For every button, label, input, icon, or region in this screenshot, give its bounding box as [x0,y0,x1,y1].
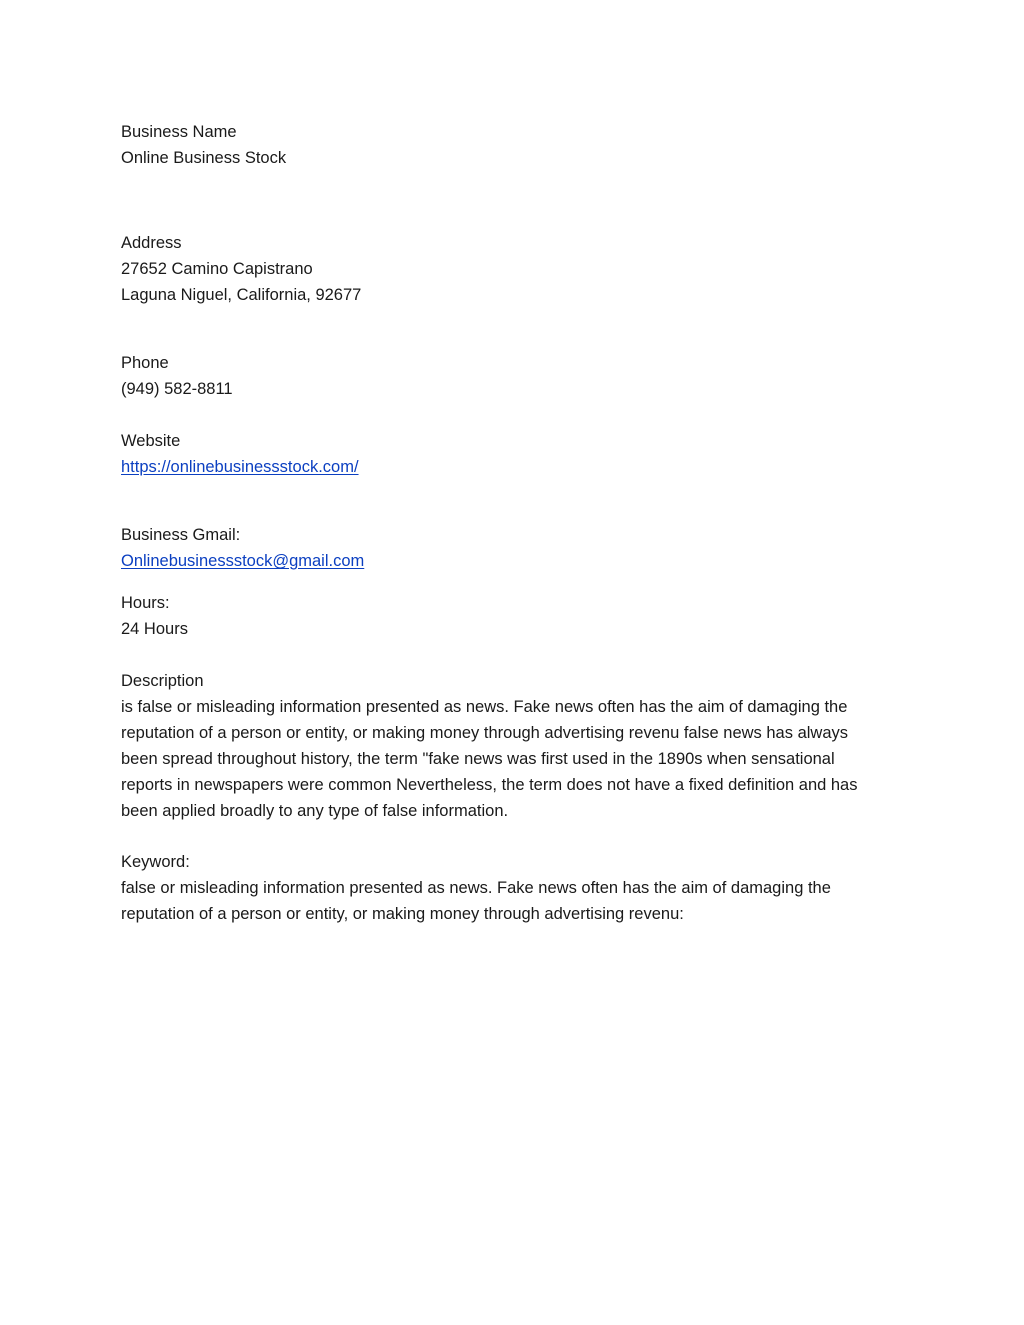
description-label: Description [121,672,204,690]
description-line: been applied broadly to any type of false information. [121,802,509,820]
keyword-line: reputation of a person or entity, or making money through advertising revenu: [121,905,684,923]
address-label: Address [121,234,182,252]
phone-label: Phone [121,354,169,372]
keyword-line: false or misleading information presented as news. Fake news often has the aim of damaging the [121,879,831,897]
hours-value: 24 Hours [121,620,188,638]
hours-label: Hours: [121,594,170,612]
address-line-1: 27652 Camino Capistrano [121,260,313,278]
website-label: Website [121,432,181,450]
address-line-2: Laguna Niguel, California, 92677 [121,286,362,304]
phone-value: (949) 582-8811 [121,380,233,398]
description-line: reports in newspapers were common Nevertheless, the term does not have a fixed definition and has [121,776,858,794]
business-name-label: Business Name [121,123,237,141]
gmail-label: Business Gmail: [121,526,241,544]
description-line: reputation of a person or entity, or making money through advertising revenu false news has always [121,724,849,742]
description-line: been spread throughout history, the term "fake news was first used in the 1890s when sensational [121,750,835,768]
description-line: is false or misleading information presented as news. Fake news often has the aim of damaging the [121,698,848,716]
business-name-value: Online Business Stock [121,149,287,167]
website-link[interactable]: https://onlinebusinessstock.com/ [121,458,359,476]
keyword-label: Keyword: [121,853,190,871]
gmail-link[interactable]: Onlinebusinessstock@gmail.com [121,552,365,570]
